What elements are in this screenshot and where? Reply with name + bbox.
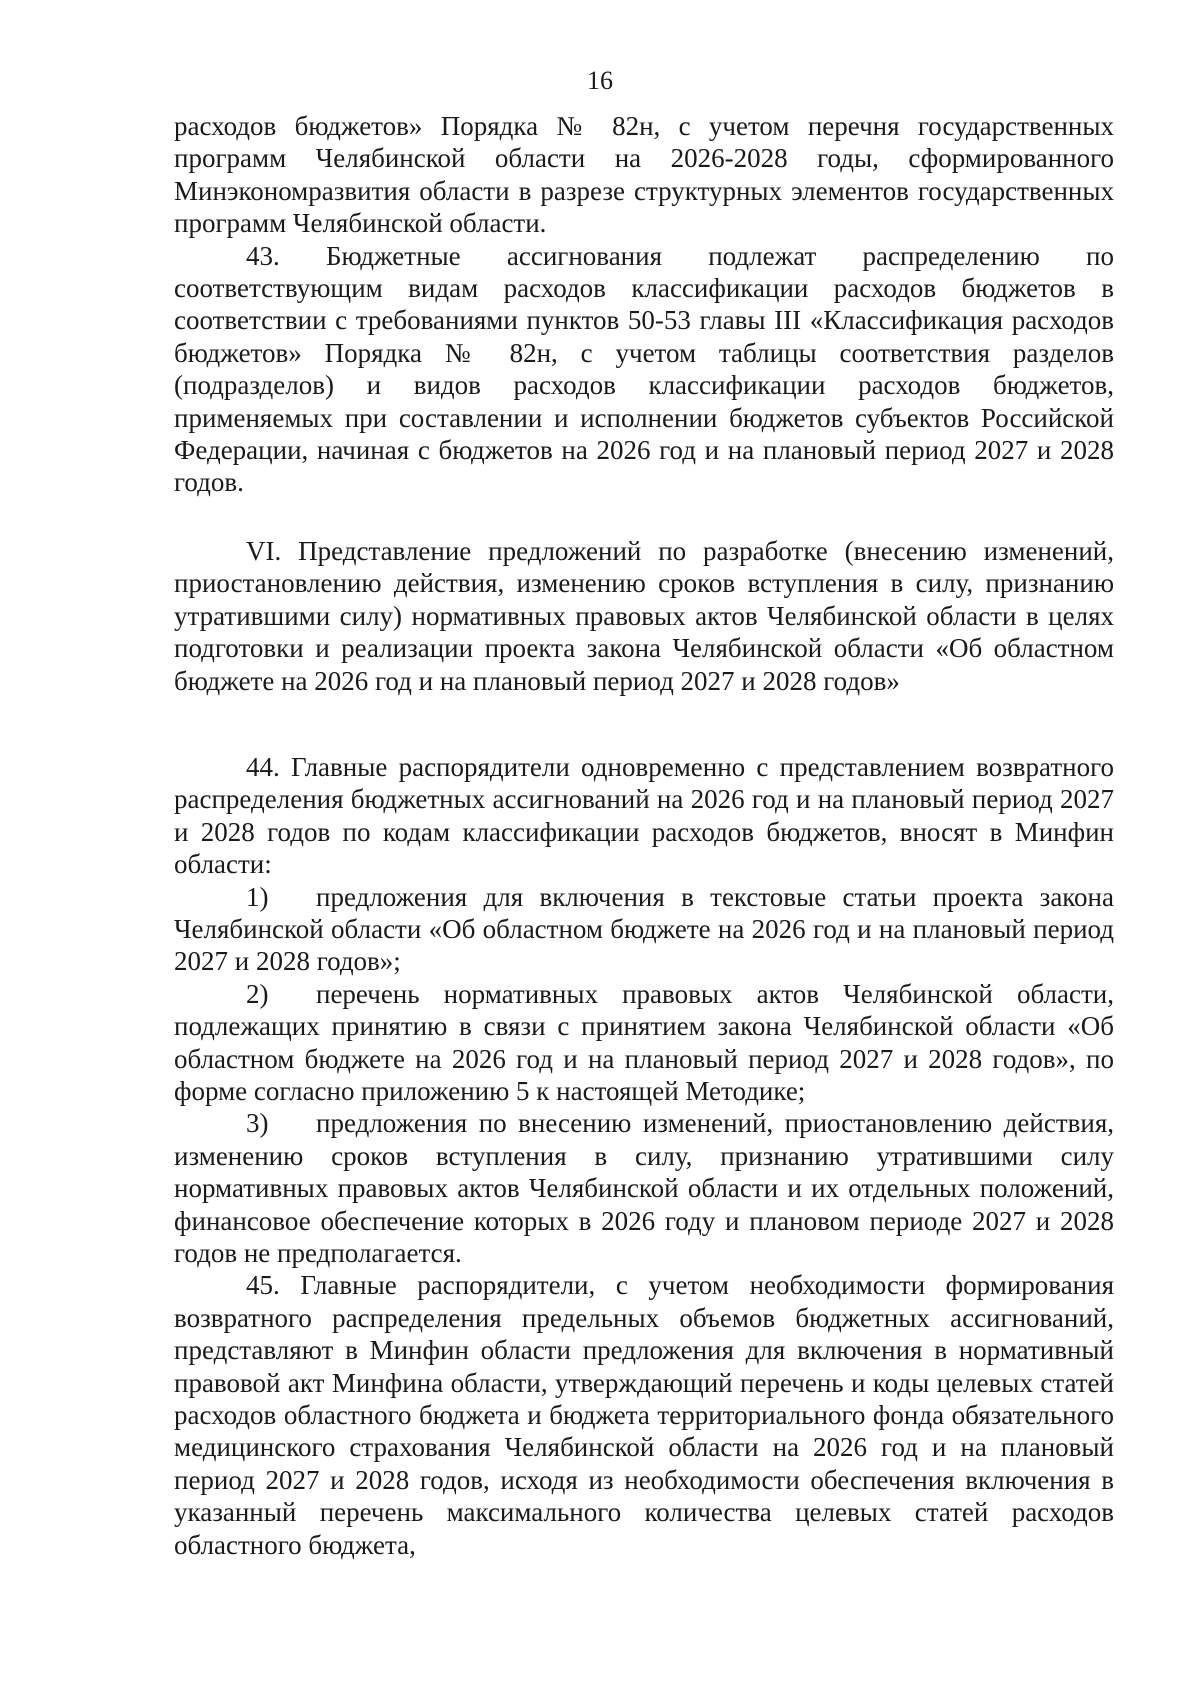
page-number: 16 <box>587 66 613 95</box>
list-item-1 <box>174 881 1114 978</box>
list-item-number: 3) <box>246 1108 269 1139</box>
document-body <box>174 110 1114 1561</box>
paragraph-44: 44. Главные распорядители одновременно с представлением возвратного распределения бюджетных ассигнований на 2026 год и на плановый период 2027 и 2028 годов по кодам классификации расходов бюджетов, вносят в Минфин области: <box>174 751 1114 880</box>
list-item-2 <box>174 978 1114 1108</box>
paragraph-45: 45. Главные распорядители, с учетом необходимости формирования возвратного распределения предельных объемов бюджетных ассигнований, представляют в Минфин области предложения для включения в нормативный правовой акт Минфина области, утверждающий перечень и коды целевых статей расходов областного бюджета и бюджета территориального фонда обязательного медицинского страхования Челябинской области на 2026 год и на плановый период 2027 и 2028 годов, исходя из необходимости обеспечения включения в указанный перечень максимального количества целевых статей расходов областного бюджета, <box>174 1270 1114 1560</box>
list-item-number: 1) <box>246 881 269 912</box>
list-item-3 <box>174 1107 1114 1269</box>
list-item-number: 2) <box>246 978 269 1009</box>
paragraph-43: 43. Бюджетные ассигнования подлежат распределению по соответствующим видам расходов классификации расходов бюджетов в соответствии с требованиями пунктов 50-53 главы III «Классификация расходов бюджетов» Порядка № 82н, с учетом таблицы соответствия разделов (подразделов) и видов расходов классификации расходов бюджетов, применяемых при составлении и исполнении бюджетов субъектов Российской Федерации, начиная с бюджетов на 2026 год и на плановый период 2027 и 2028 годов. <box>174 240 1114 498</box>
list-item-text: предложения по внесению изменений, приостановлению действия, изменению сроков вступления в силу, признанию утратившими силу нормативных правовых актов Челябинской области и их отдельных положений, финансовое обеспечение которых в 2026 году и плановом периоде 2027 и 2028 годов не предполагается. <box>174 1108 1114 1268</box>
list-item-text: предложения для включения в текстовые статьи проекта закона Челябинской области «Об областном бюджете на 2026 год и на плановый период 2027 и 2028 годов»; <box>174 881 1114 977</box>
section-heading-vi: VI. Представление предложений по разработке (внесению изменений, приостановлению действия, изменению сроков вступления в силу, признанию утратившими силу) нормативных правовых актов Челябинской области в целях подготовки и реализации проекта закона Челябинской области «Об областном бюджете на 2026 год и на плановый период 2027 и 2028 годов» <box>174 535 1114 696</box>
paragraph-continuation: расходов бюджетов» Порядка № 82н, с учетом перечня государственных программ Челябинской области на 2026-2028 годы, сформированного Минэкономразвития области в разрезе структурных элементов государственных программ Челябинской области. <box>174 111 1114 239</box>
list-item-text: перечень нормативных правовых актов Челябинской области, подлежащих принятию в связи с принятием закона Челябинской области «Об областном бюджете на 2026 год и на плановый период 2027 и 2028 годов», по форме согласно приложению 5 к настоящей Методике; <box>174 978 1114 1106</box>
